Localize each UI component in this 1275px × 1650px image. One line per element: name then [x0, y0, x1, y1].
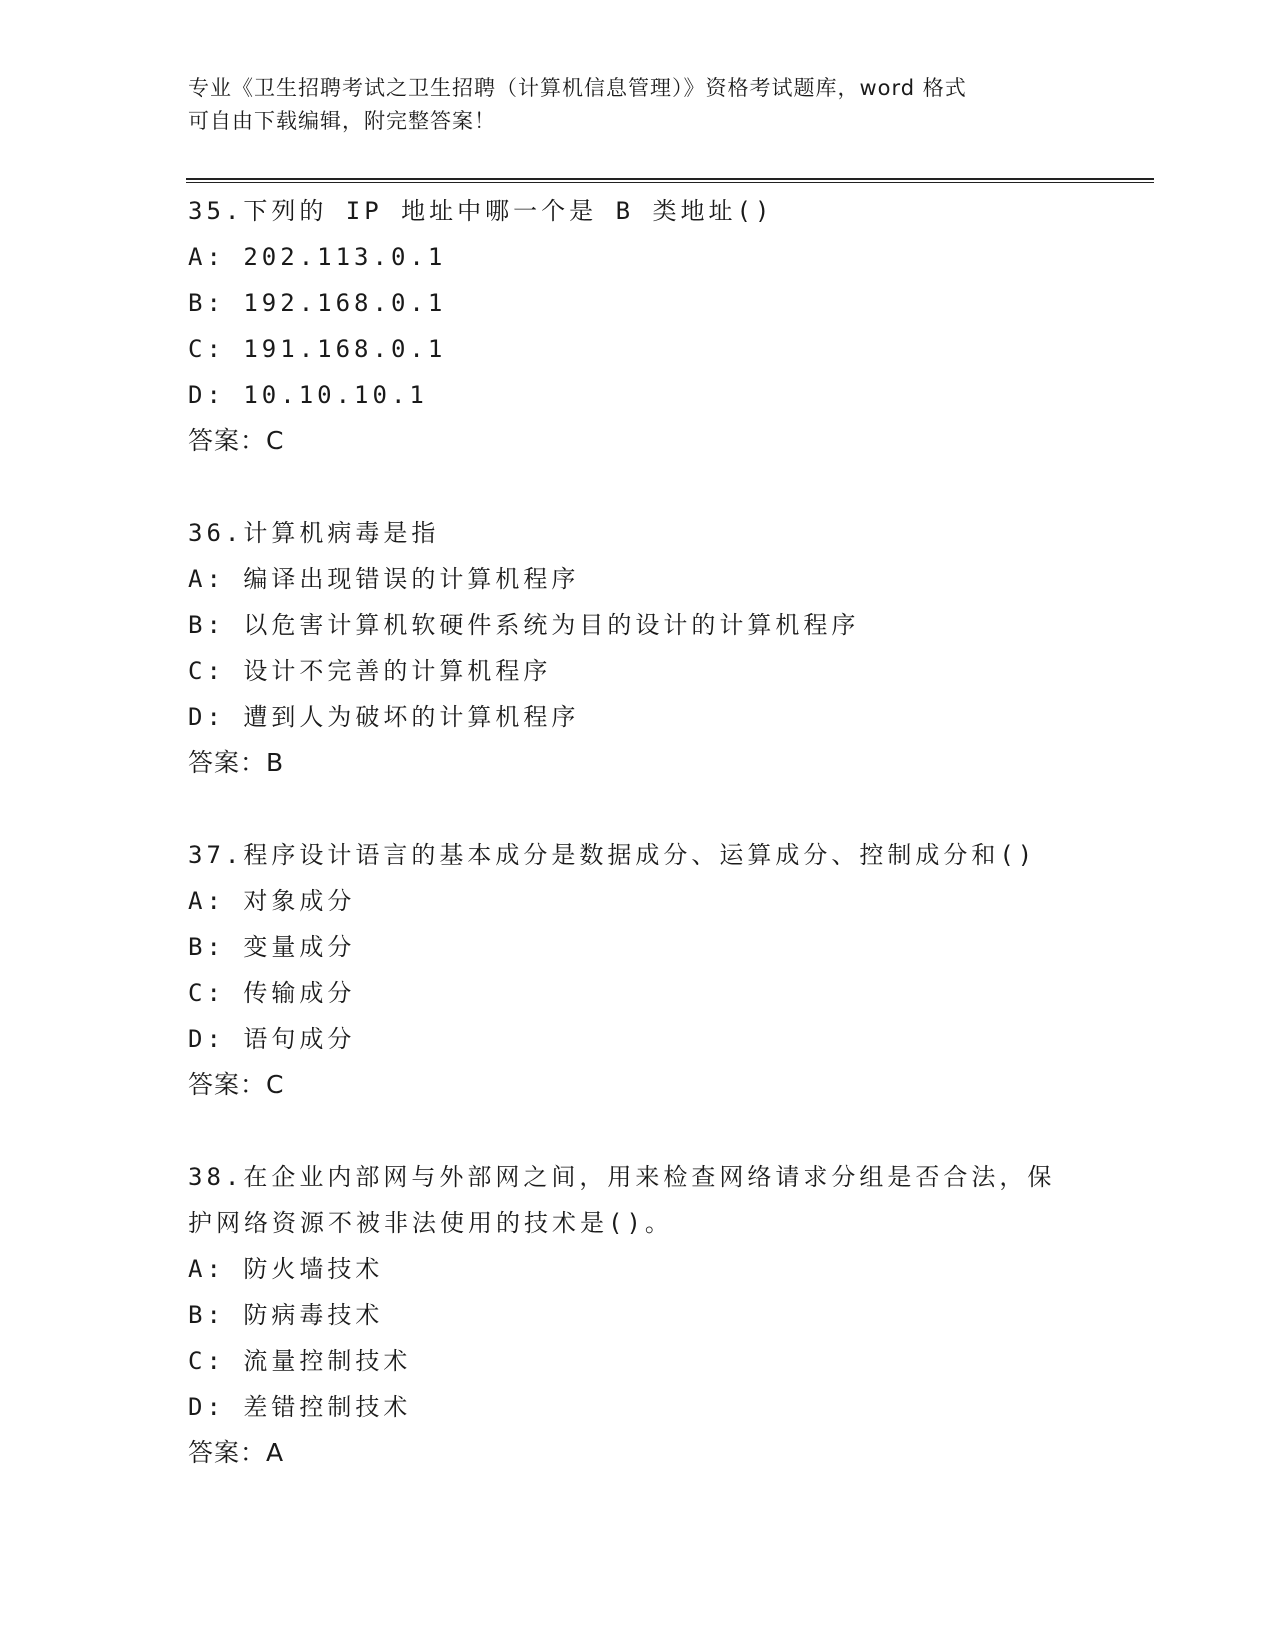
option-a: A: 防火墙技术 [188, 1255, 384, 1283]
question-stem-line-1: 38.在企业内部网与外部网之间，用来检查网络请求分组是否合法，保 [188, 1163, 1056, 1191]
option-c: C: 191.168.0.1 [188, 335, 447, 363]
question-stem: 37.程序设计语言的基本成分是数据成分、运算成分、控制成分和() [188, 841, 1037, 869]
question-37 [188, 832, 1088, 1108]
question-list [188, 188, 1088, 1522]
option-c: C: 流量控制技术 [188, 1347, 412, 1375]
header-line-1: 专业《卫生招聘考试之卫生招聘（计算机信息管理）》资格考试题库，word 格式 [188, 76, 967, 100]
option-b: B: 192.168.0.1 [188, 289, 447, 317]
option-d: D: 语句成分 [188, 1025, 356, 1053]
option-c: C: 传输成分 [188, 979, 356, 1007]
question-38 [188, 1154, 1088, 1476]
question-36 [188, 510, 1088, 786]
answer-label: 答案：C [188, 1070, 285, 1099]
option-a: A: 202.113.0.1 [188, 243, 447, 271]
answer-label: 答案：C [188, 426, 285, 455]
option-d: D: 遭到人为破坏的计算机程序 [188, 703, 580, 731]
option-a: A: 对象成分 [188, 887, 356, 915]
answer-label: 答案：A [188, 1438, 285, 1467]
document-header [188, 72, 1088, 138]
option-d: D: 差错控制技术 [188, 1393, 412, 1421]
question-stem-line-2: 护网络资源不被非法使用的技术是()。 [188, 1209, 673, 1237]
option-a: A: 编译出现错误的计算机程序 [188, 565, 580, 593]
question-stem: 35.下列的 IP 地址中哪一个是 B 类地址() [188, 197, 774, 225]
option-b: B: 变量成分 [188, 933, 356, 961]
answer-label: 答案：B [188, 748, 285, 777]
question-35 [188, 188, 1088, 464]
header-line-2: 可自由下载编辑，附完整答案！ [188, 109, 496, 133]
divider-thick-line [186, 178, 1154, 180]
divider-thin-line [186, 182, 1154, 183]
question-stem: 36.计算机病毒是指 [188, 519, 440, 547]
header-divider [186, 178, 1154, 183]
option-b: B: 防病毒技术 [188, 1301, 384, 1329]
option-c: C: 设计不完善的计算机程序 [188, 657, 552, 685]
option-d: D: 10.10.10.1 [188, 381, 428, 409]
option-b: B: 以危害计算机软硬件系统为目的设计的计算机程序 [188, 611, 860, 639]
